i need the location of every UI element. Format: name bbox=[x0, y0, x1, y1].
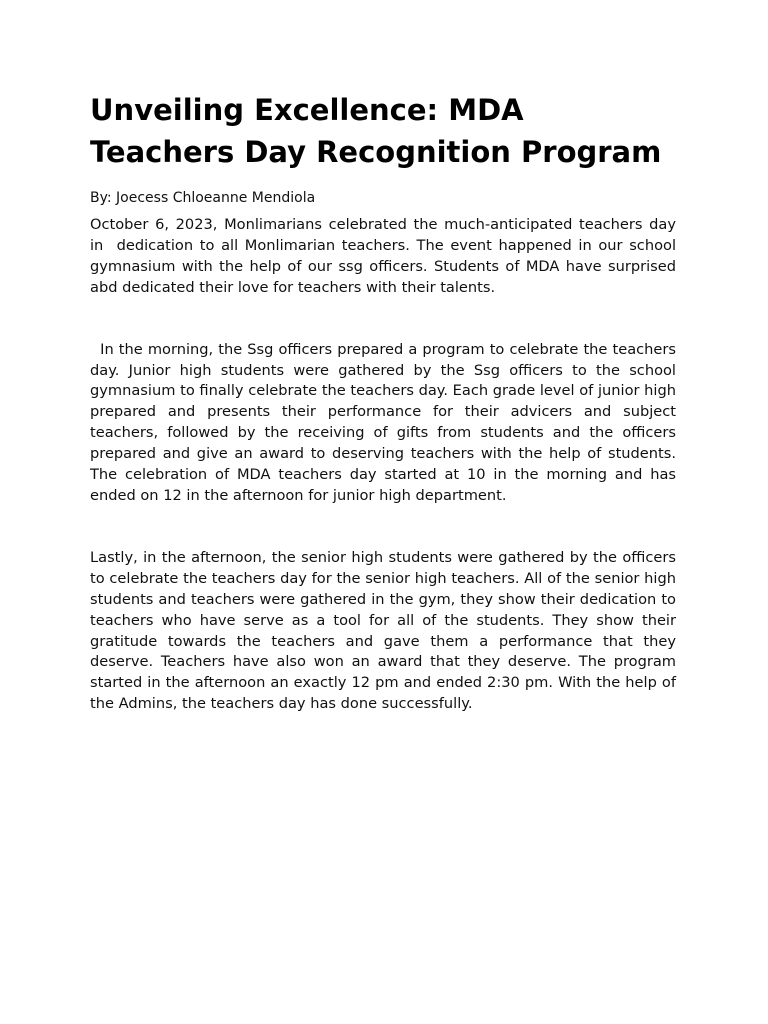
article-byline: By: Joecess Chloeanne Mendiola bbox=[90, 190, 316, 206]
article-body bbox=[90, 89, 681, 715]
paragraph-1: October 6, 2023, Monlimarians celebrated the much-anticipated teachers day in dedication to all Monlimarian teachers. The event happened in our school gymnasium with the help of our ssg officers. Students of MDA have surprised abd dedicated their love for teachers with their talents. bbox=[90, 216, 681, 296]
paragraph-3: Lastly, in the afternoon, the senior high students were gathered by the officers to celebrate the teachers day for the senior high teachers. All of the senior high students and teachers were gathered in the gym, they show their dedication to teachers who have serve as a tool for all of the students. They show their gratitude towards the teachers and gave them a performance that they deserve. Teachers have also won an award that they deserve. The program started in the afternoon an exactly 12 pm and ended 2:30 pm. With the help of the Admins, the teachers day has done successfully. bbox=[90, 548, 681, 713]
article-title: Unveiling Excellence: MDA Teachers Day Recognition Program bbox=[90, 93, 662, 169]
paragraph-2: In the morning, the Ssg officers prepared a program to celebrate the teachers day. Junior high students were gathered by the Ssg officers to the school gymnasium to finally celebrate the teachers day. Each grade level of junior high prepared and presents their performance for their advicers and subject teachers, followed by the receiving of gifts from students and the officers prepared and give an award to deserving teachers with the help of students. The celebration of MDA teachers day started at 10 in the morning and has ended on 12 in the afternoon for junior high department. bbox=[90, 340, 681, 504]
